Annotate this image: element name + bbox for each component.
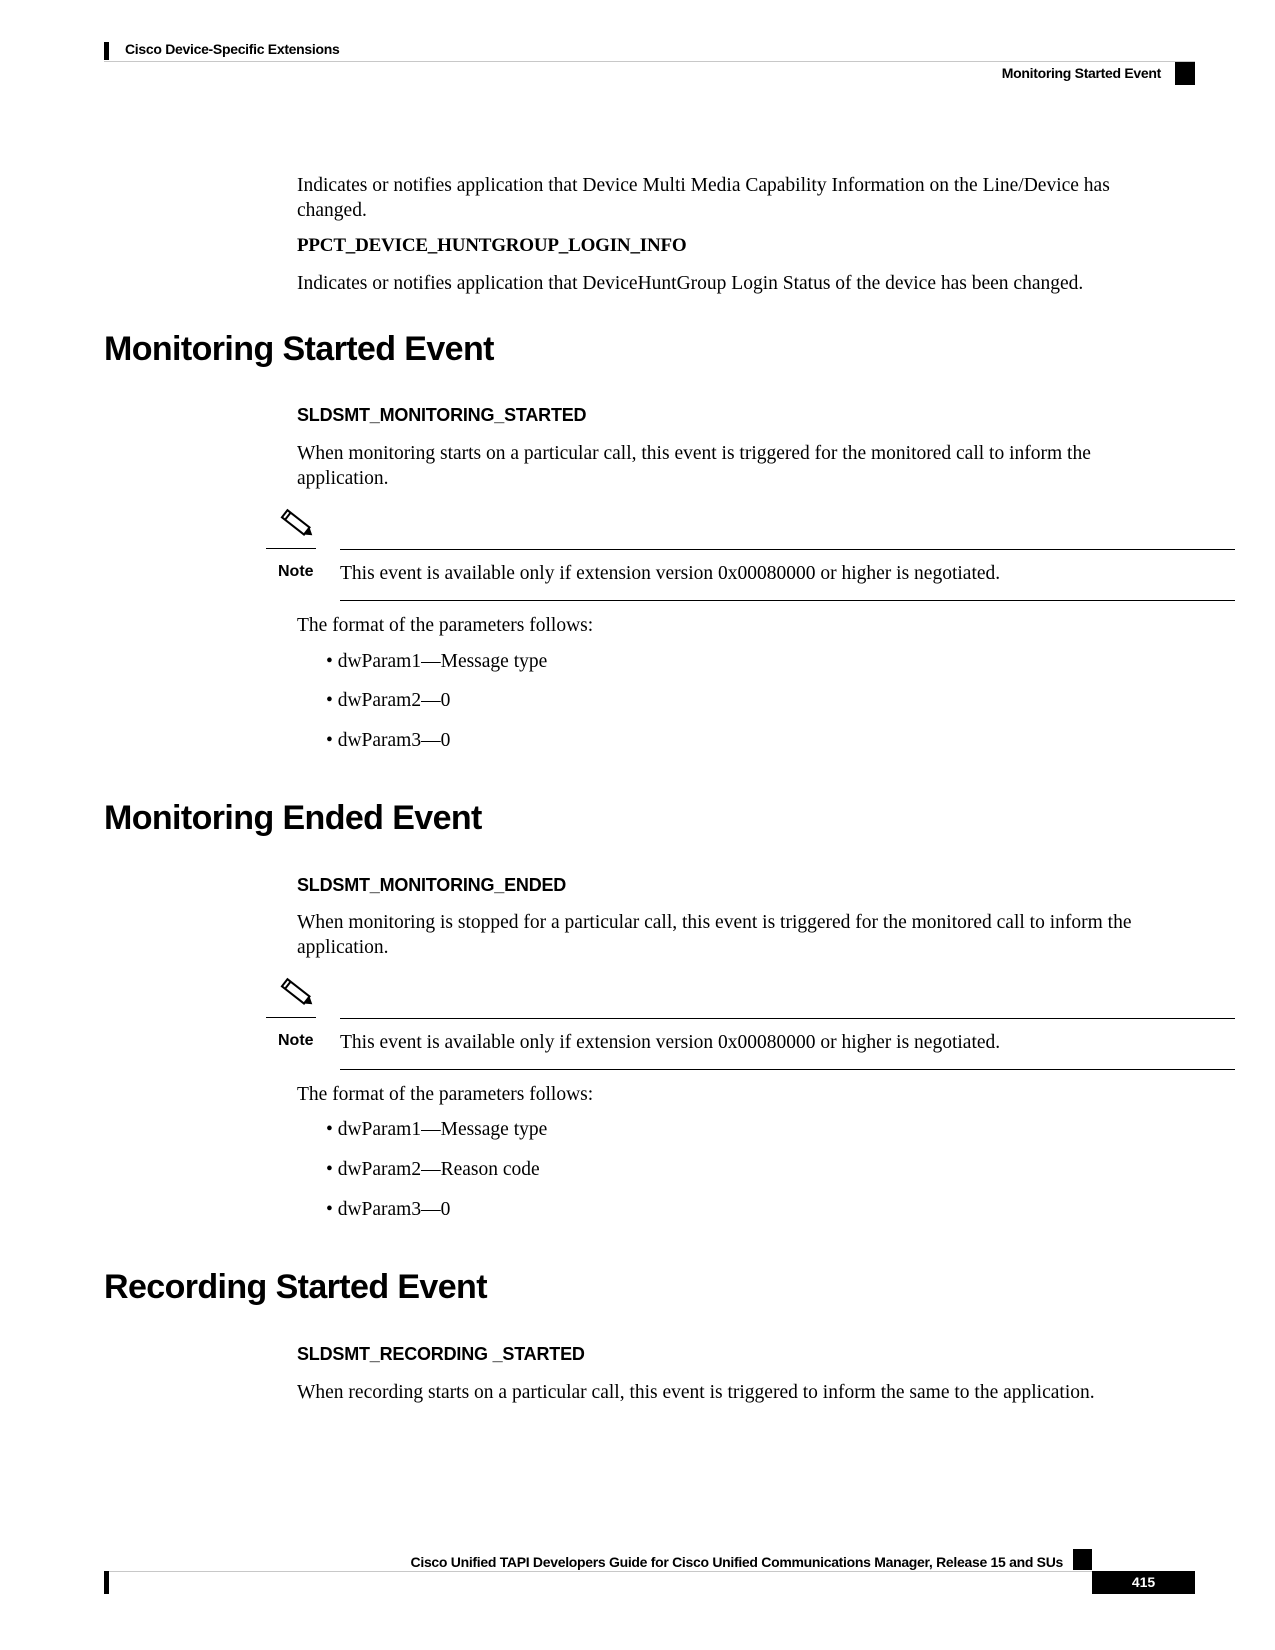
- header-bar: [104, 42, 109, 60]
- subheading-recording-started: SLDSMT_RECORDING _STARTED: [297, 1344, 585, 1364]
- page-number: 415: [1092, 1571, 1195, 1594]
- footer-block: [1073, 1549, 1092, 1570]
- pencil-note-icon: [277, 506, 317, 542]
- params-intro: The format of the parameters follows:: [297, 1084, 594, 1105]
- footer-rule: [104, 1571, 1195, 1572]
- section-title-monitoring-started: Monitoring Started Event: [104, 330, 494, 368]
- note-short-rule: [266, 1017, 316, 1018]
- description-monitoring-started: When monitoring starts on a particular call, this event is triggered for the monitored call to inform the application.: [297, 443, 1091, 489]
- intro-paragraph-2: Indicates or notifies application that DeviceHuntGroup Login Status of the device has been changed.: [297, 273, 1084, 294]
- header-block: [1175, 62, 1195, 85]
- note-text: This event is available only if extension version 0x00080000 or higher is negotiated.: [340, 1032, 1001, 1053]
- note-text: This event is available only if extension version 0x00080000 or higher is negotiated.: [340, 563, 1001, 584]
- subheading-monitoring-ended: SLDSMT_MONITORING_ENDED: [297, 875, 567, 895]
- footer-bar: [104, 1571, 109, 1594]
- list-item: • dwParam3—0: [326, 730, 451, 751]
- intro-subheading: PPCT_DEVICE_HUNTGROUP_LOGIN_INFO: [297, 235, 687, 256]
- footer-title: Cisco Unified TAPI Developers Guide for Cisco Unified Communications Manager, Release 15 and SUs: [410, 1554, 1063, 1570]
- description-monitoring-ended: When monitoring is stopped for a particular call, this event is triggered for the monitored call to inform the application.: [297, 912, 1132, 958]
- intro-paragraph-1: Indicates or notifies application that Device Multi Media Capability Information on the Line/Device has changed.: [297, 175, 1110, 221]
- params-intro: The format of the parameters follows:: [297, 615, 594, 636]
- note-top-rule: [340, 549, 1235, 550]
- note-bottom-rule: [340, 1069, 1235, 1070]
- header-chapter: Cisco Device-Specific Extensions: [125, 41, 340, 57]
- note-bottom-rule: [340, 600, 1235, 601]
- header-section: Monitoring Started Event: [1001, 65, 1161, 81]
- subheading-monitoring-started: SLDSMT_MONITORING_STARTED: [297, 405, 587, 425]
- list-item: • dwParam1—Message type: [326, 1119, 548, 1140]
- note-top-rule: [340, 1018, 1235, 1019]
- section-title-recording-started: Recording Started Event: [104, 1268, 487, 1306]
- header-rule: [104, 61, 1195, 62]
- note-short-rule: [266, 548, 316, 549]
- section-title-monitoring-ended: Monitoring Ended Event: [104, 799, 482, 837]
- pencil-note-icon: [277, 975, 317, 1011]
- note-label: Note: [278, 1032, 314, 1049]
- list-item: • dwParam1—Message type: [326, 651, 548, 672]
- list-item: • dwParam2—0: [326, 690, 451, 711]
- description-recording-started: When recording starts on a particular call, this event is triggered to inform the same to the application.: [297, 1382, 1095, 1403]
- list-item: • dwParam2—Reason code: [326, 1159, 540, 1180]
- list-item: • dwParam3—0: [326, 1199, 451, 1220]
- note-label: Note: [278, 563, 314, 580]
